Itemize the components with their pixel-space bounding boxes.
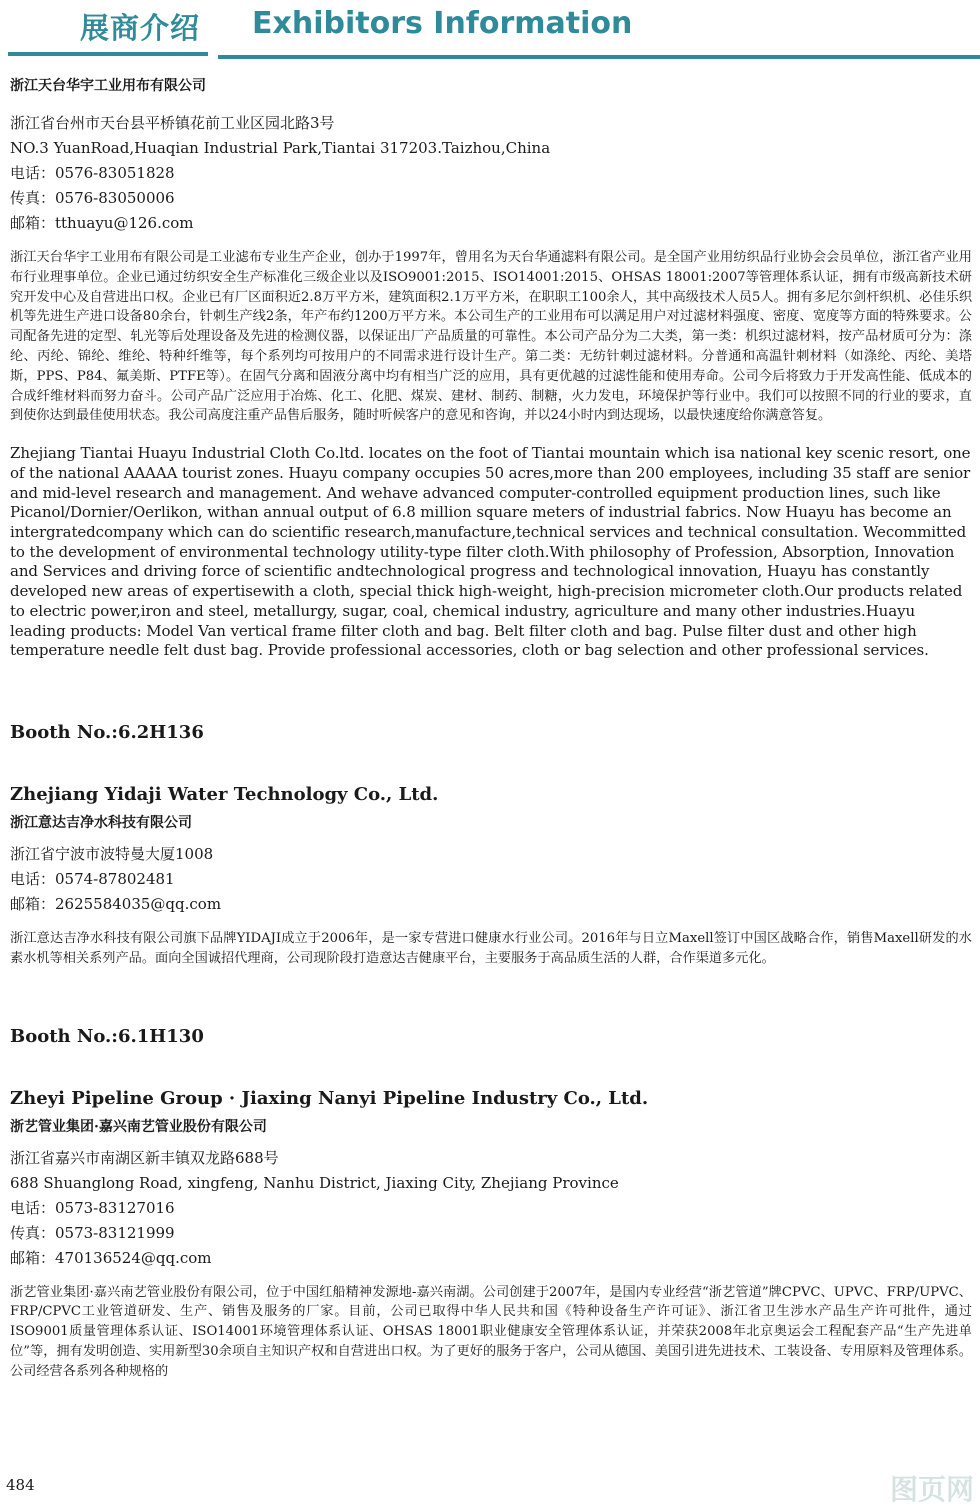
- company-name-cn: 浙江意达吉净水科技有限公司: [10, 814, 192, 831]
- email: 邮箱：tthuayu@126.com: [10, 214, 194, 232]
- company-name-en: Zheyi Pipeline Group · Jiaxing Nanyi Pipeline Industry Co., Ltd.: [10, 1087, 649, 1109]
- page-number: 484: [6, 1476, 35, 1494]
- email: 邮箱：2625584035@qq.com: [10, 894, 222, 913]
- description-cn: 浙江意达吉净水科技有限公司旗下品牌YIDAJI成立于2006年，是一家专营进口健康水行业公司。2016年与日立Maxell签订中国区战略合作，销售Maxell研发的水素水机等相关系列产品。面向全国诚招代理商，公司现阶段打造意达吉健康平台，主要服务于高品质生活的人群，合作渠道多元化。: [10, 930, 972, 966]
- company-name-en: Zhejiang Yidaji Water Technology Co., Ltd.: [10, 783, 439, 805]
- booth-number: Booth No.:6.2H136: [10, 721, 204, 743]
- address-cn: 浙江省宁波市波特曼大厦1008: [10, 844, 214, 863]
- email: 邮箱：470136524@qq.com: [10, 1248, 212, 1267]
- exhibitor-list: [10, 70, 972, 1381]
- exhibitor-entry-yidaji: [10, 721, 972, 969]
- watermark: 图页网: [890, 1473, 975, 1506]
- fax: 传真：0576-83050006: [10, 189, 175, 207]
- fax: 传真：0573-83121999: [10, 1223, 175, 1242]
- description-cn: 浙江天台华宇工业用布有限公司是工业滤布专业生产企业，创办于1997年，曾用名为天台华通滤料有限公司。是全国产业用纺织品行业协会会员单位，浙江省产业用布行业理事单位。企业已通过纺织安全生产标准化三级企业以及ISO9001:2015、ISO14001:2015、OHSAS 18001:2007等管理体系认证，拥有市级高新技术研究开发中心及自营进出口权。企业已有厂区面积近2.8万平方米，建筑面积2.1万平方米，在职职工100余人，其中高级技术人员5人。拥有多尼尔剑杆织机、必佳乐织机等先进生产进口设备80余台，针刺生产线2条，年产布约1200万平方米。本公司生产的工业用布可以满足用户对过滤材料强度、密度、宽度等方面的特殊要求。公司配备先进的定型、轧光等后处理设备及先进的检测仪器，以保证出厂产品质量的可靠性。本公司产品分为二大类，第一类：机织过滤材料，按产品材质可分为：涤纶、丙纶、锦纶、维纶、特种纤维等，每个系列均可按用户的不同需求进行设计生产。第二类：无纺针刺过滤材料。分普通和高温针刺材料（如涤纶、丙纶、美塔斯，PPS、P84、氟美斯、PTFE等）。在固气分离和固液分离中均有相当广泛的应用，具有更优越的过滤性能和使用寿命。公司今后将致力于开发高性能、低成本的合成纤维材料而努力奋斗。公司产品广泛应用于冶炼、化工、化肥、煤炭、建材、制药、制糖，火力发电，环境保护等行业中。我们可以按照不同的行业的要求，直到使你达到最佳使用状态。我公司高度注重产品售后服务，随时听候客户的意见和咨询，并以24小时内到达现场，以最快速度给你满意答复。: [10, 250, 973, 424]
- description-en: Zhejiang Tiantai Huayu Industrial Cloth Co.ltd. locates on the foot of Tiantai mountain which isa national key scenic resort, one of the national AAAAA tourist zones. Huayu company occupies 50 acres,more than 200 employees, including 35 staff are senior and mid-level research and management. And wehave advanced computer-controlled equipment production lines, such like Picanol/Dornier/Oerlikon, withan annual output of 6.8 million square meters of industrial fabrics. Now Huayu has become an intergratedcompany which can do scientific research,manufacture,technical services and technical consultation. Wecommitted to the development of environmental technology utility-type filter cloth.With philosophy of Profession, Absorption, Innovation and Services and driving force of scientific andtechnological progress and technological innovation, Huayu has constantly developed new areas of expertisewith a cloth, special thick high-weight, high-precision micrometer cloth.Our products related to electric power,iron and steel, metallurgy, sugar, coal, chemical industry, agriculture and many other industries.Huayu leading products: Model Van vertical frame filter cloth and bag. Belt filter cloth and bag. Pulse filter dust and other high temperature needle felt dust bag. Provide professional accessories, cloth or bag selection and other professional services.: [10, 444, 971, 660]
- exhibitor-entry-zheyi: [10, 1025, 972, 1382]
- header-rule-right: [218, 55, 980, 59]
- page-header: [0, 0, 980, 62]
- address-cn: 浙江省台州市天台县平桥镇花前工业区园北路3号: [10, 114, 335, 132]
- phone: 电话：0573-83127016: [10, 1198, 175, 1217]
- description-cn: 浙艺管业集团·嘉兴南艺管业股份有限公司，位于中国红船精神发源地-嘉兴南湖。公司创建于2007年，是国内专业经营“浙艺管道”牌CPVC、UPVC、FRP/UPVC、FRP/CPVC工业管道研发、生产、销售及服务的厂家。目前，公司已取得中华人民共和国《特种设备生产许可证》、浙江省卫生涉水产品生产许可批件，通过ISO9001质量管理体系认证、ISO14001环境管理体系认证、OHSAS 18001职业健康安全管理体系认证，并荣获2008年北京奥运会工程配套产品“生产先进单位”等，拥有发明创造、实用新型30余项自主知识产权和自营进出口权。为了更好的服务于客户，公司从德国、美国引进先进技术、工装设备、专用原料及管理体系。公司经营各系列各种规格的: [10, 1284, 972, 1379]
- company-name-cn: 浙艺管业集团·嘉兴南艺管业股份有限公司: [10, 1118, 267, 1135]
- address-en: 688 Shuanglong Road, xingfeng, Nanhu District, Jiaxing City, Zhejiang Province: [10, 1173, 619, 1192]
- address-cn: 浙江省嘉兴市南湖区新丰镇双龙路688号: [10, 1148, 279, 1167]
- booth-number: Booth No.:6.1H130: [10, 1025, 204, 1047]
- header-rule-left: [8, 52, 208, 56]
- exhibitor-entry-huayu: [10, 74, 972, 661]
- phone: 电话：0576-83051828: [10, 164, 175, 182]
- header-title-cn: 展商介绍: [80, 11, 201, 45]
- header-title-en: Exhibitors Information: [252, 6, 633, 41]
- company-name-cn: 浙江天台华宇工业用布有限公司: [10, 78, 206, 94]
- address-en: NO.3 YuanRoad,Huaqian Industrial Park,Tiantai 317203.Taizhou,China: [10, 139, 551, 157]
- phone: 电话：0574-87802481: [10, 869, 175, 888]
